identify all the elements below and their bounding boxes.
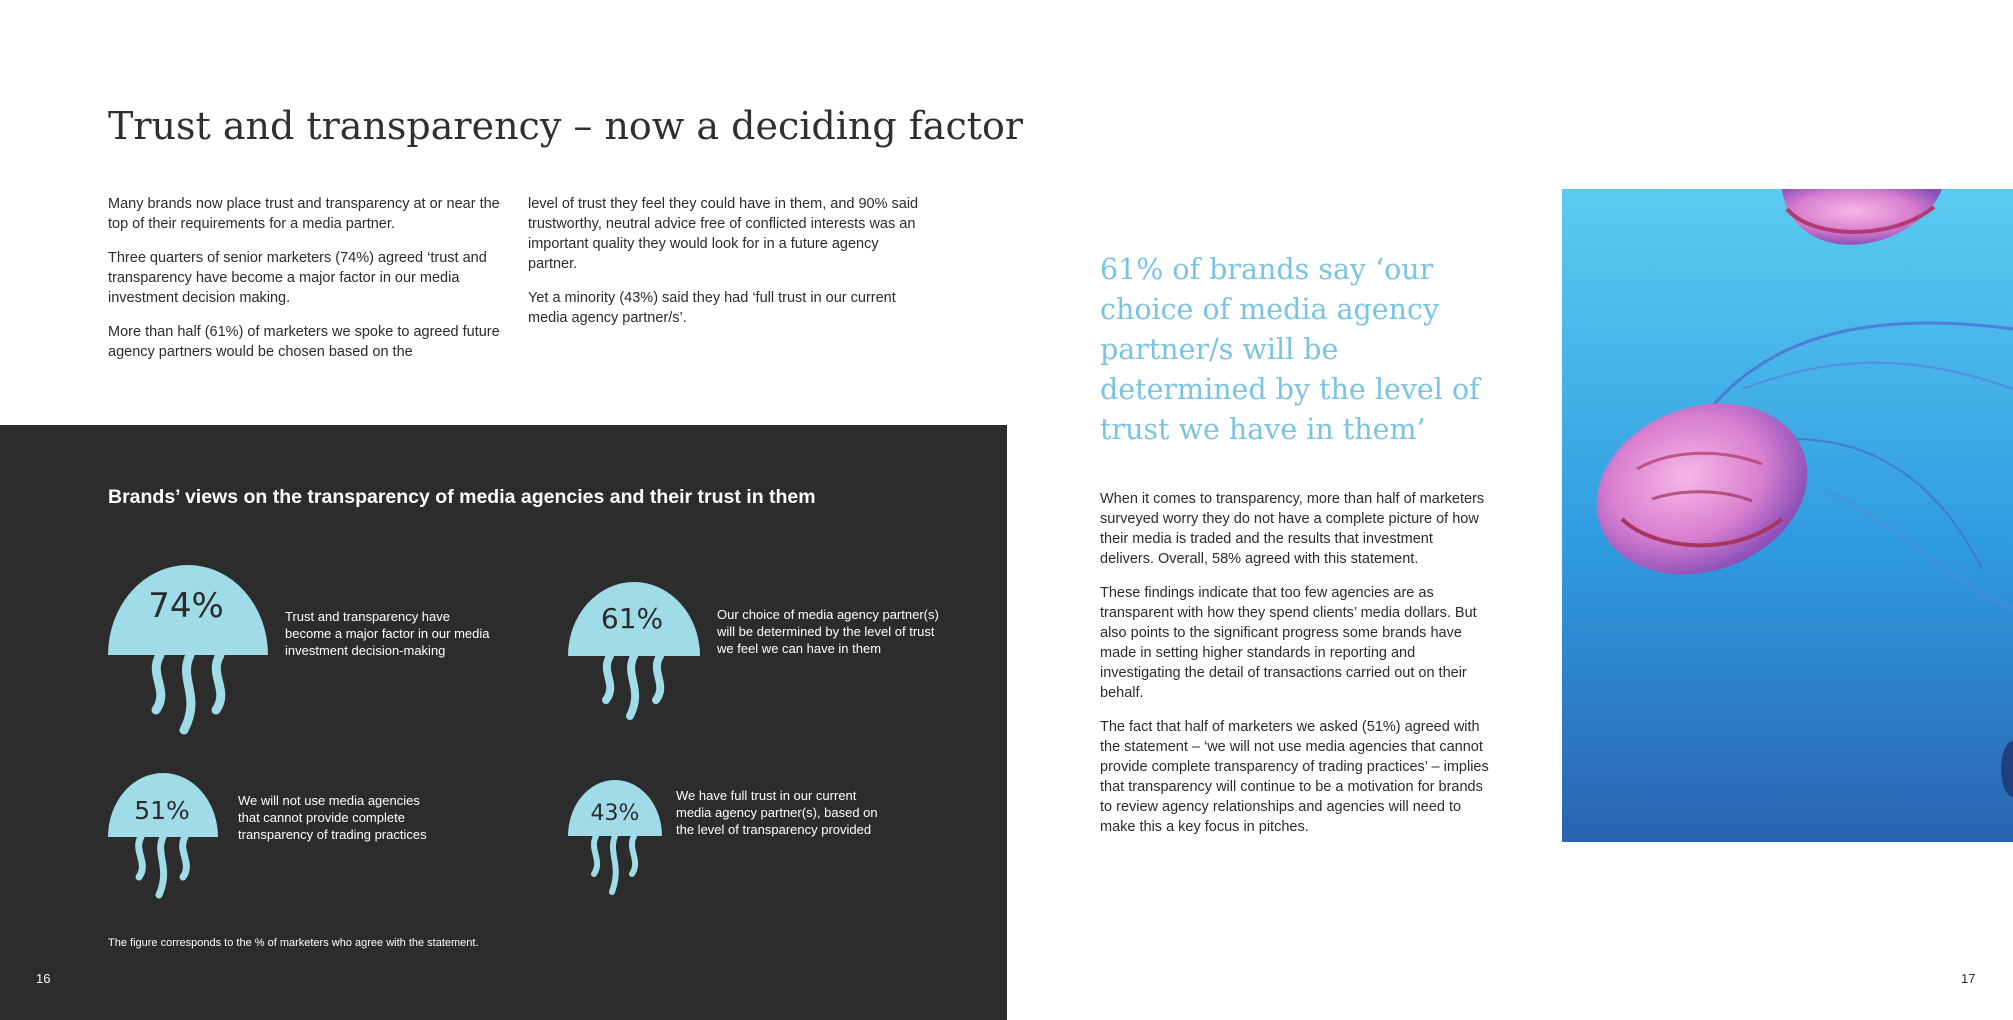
paragraph: When it comes to transparency, more than half of marketers surveyed worry they do not have a complete picture of how their media is traded and the results that investment delivers. Overall, 58% agreed with this statement.	[1100, 491, 1485, 567]
stat-value-74: 74%	[148, 586, 224, 626]
paragraph: level of trust they feel they could have in them, and 90% said trustworthy, neutral advice free of conflicted interests was an important quality they would look for in a future agency partner.	[528, 196, 919, 272]
stat-value-51: 51%	[134, 796, 190, 825]
stat-value-61: 61%	[600, 602, 664, 635]
paragraph: The fact that half of marketers we asked (51%) agreed with the statement – ‘we will not use media agencies that cannot provide complete transparency of trading practices’ – implies that transparency will continue to be a motivation for brands to review agency relationships and agencies will need to make this a key focus in pitches.	[1100, 719, 1489, 835]
jellyfish-icon-43	[568, 780, 662, 900]
page-title: Trust and transparency – now a deciding factor	[108, 104, 1024, 148]
paragraph: Yet a minority (43%) said they had ‘full trust in our current media agency partner/s’.	[528, 290, 896, 326]
stat-label: We have full trust in our current media agency partner(s), based on the level of transparency provided	[676, 788, 878, 837]
intro-column-left	[108, 194, 500, 376]
stat-value-43: 43%	[590, 801, 640, 826]
jellyfish-icon-51	[108, 773, 218, 903]
jellyfish-icon-74	[108, 565, 268, 735]
paragraph: More than half (61%) of marketers we spoke to agreed future agency partners would be chosen based on the	[108, 324, 500, 360]
jellyfish-icon-61	[568, 582, 700, 722]
page-number-right: 17	[1961, 971, 1976, 986]
jellyfish-photo	[1562, 189, 2013, 842]
page-number-left: 16	[36, 971, 51, 986]
infographic-footnote: The figure corresponds to the % of marketers who agree with the statement.	[108, 937, 479, 949]
paragraph: These findings indicate that too few agencies are as transparent with how they spend clients’ media dollars. But also points to the significant progress some brands have made in setting higher standards in reporting and investigating the detail of transactions carried out on their behalf.	[1100, 585, 1477, 701]
stat-label: We will not use media agencies that cannot provide complete transparency of trading practices	[238, 793, 427, 842]
paragraph: Many brands now place trust and transparency at or near the top of their requirements for a media partner.	[108, 196, 500, 232]
stat-label: Our choice of media agency partner(s) will be determined by the level of trust we feel we can have in them	[717, 607, 939, 656]
right-text-column	[1100, 489, 1490, 851]
stat-label: Trust and transparency have become a major factor in our media investment decision-making	[285, 609, 490, 658]
pull-quote: 61% of brands say ‘our choice of media agency partner/s will be determined by the level of trust we have in them’	[1100, 253, 1480, 446]
paragraph: Three quarters of senior marketers (74%) agreed ‘trust and transparency have become a major factor in our media investment decision making.	[108, 250, 487, 306]
infographic-title: Brands’ views on the transparency of media agencies and their trust in them	[108, 486, 816, 508]
intro-column-middle	[528, 194, 920, 342]
